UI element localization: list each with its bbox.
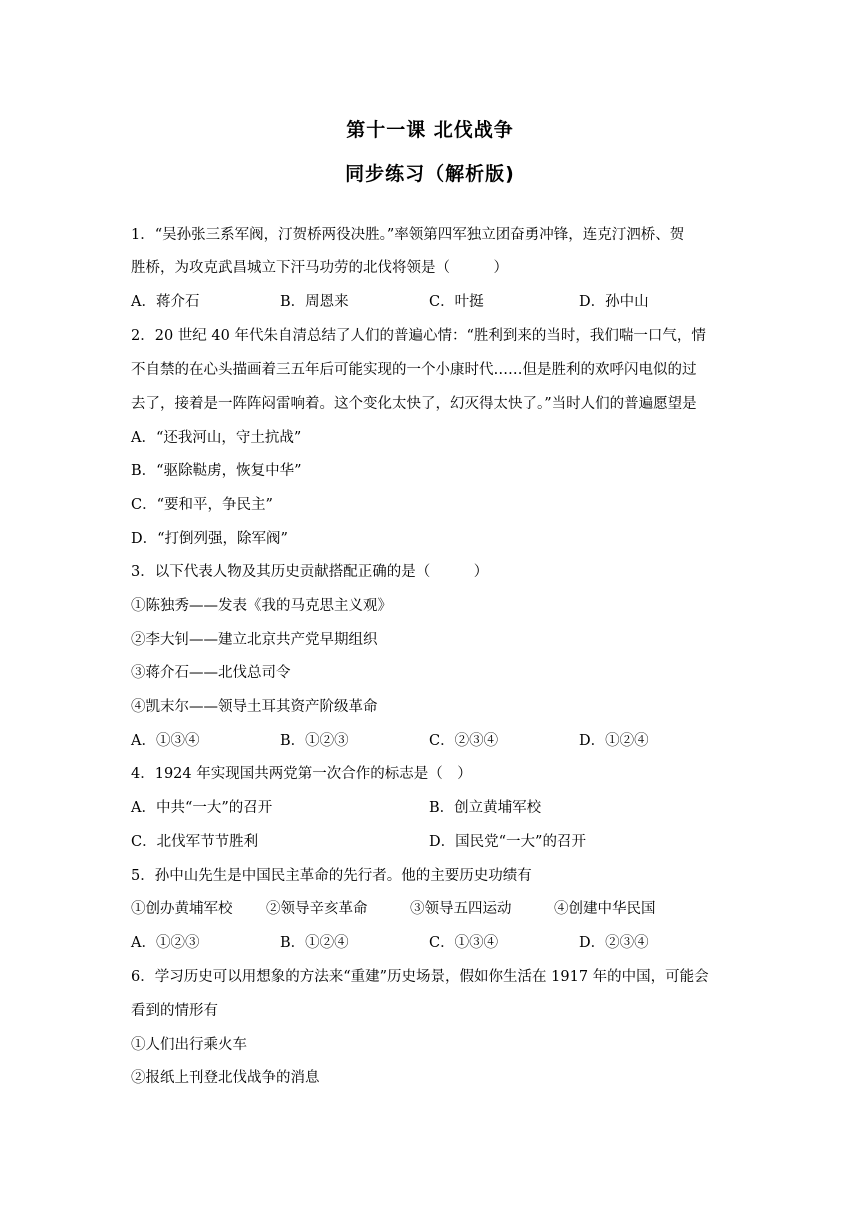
q3-stem-line-1: 3．以下代表人物及其历史贡献搭配正确的是（ ） bbox=[131, 564, 489, 580]
q5-item-4: ④创建中华民国 bbox=[554, 901, 656, 917]
q5-option-d: D．②③④ bbox=[579, 935, 649, 951]
q3-item-2: ②李大钊——建立北京共产党早期组织 bbox=[131, 632, 378, 648]
q2-stem-line-2: 不自禁的在心头描画着三五年后可能实现的一个小康时代……但是胜利的欢呼闪电似的过 bbox=[131, 362, 697, 378]
q4-option-c: C．北伐军节节胜利 bbox=[131, 834, 259, 850]
q1-option-a: A．蒋介石 bbox=[131, 294, 200, 310]
q2-stem-line-3: 去了，接着是一阵阵闷雷响着。这个变化太快了，幻灭得太快了。”当时人们的普遍愿望是 bbox=[131, 396, 697, 412]
q3-option-d: D．①②④ bbox=[579, 733, 649, 749]
q5-option-c: C．①③④ bbox=[429, 935, 499, 951]
q3-item-1: ①陈独秀——发表《我的马克思主义观》 bbox=[131, 598, 392, 614]
q2-option-a: A．“还我河山，守土抗战” bbox=[131, 430, 302, 446]
q1-option-b: B．周恩来 bbox=[280, 294, 349, 310]
q6-stem-line-2: 看到的情形有 bbox=[131, 1003, 218, 1019]
q3-item-4: ④凯末尔——领导土耳其资产阶级革命 bbox=[131, 699, 378, 715]
q1-stem-line-2: 胜桥，为攻克武昌城立下汗马功劳的北伐将领是（ ） bbox=[131, 260, 508, 276]
q5-option-a: A．①②③ bbox=[131, 935, 200, 951]
q2-option-c: C．“要和平，争民主” bbox=[131, 497, 273, 513]
q5-item-2: ②领导辛亥革命 bbox=[266, 901, 368, 917]
q2-option-b: B．“驱除鞑虏，恢复中华” bbox=[131, 463, 302, 479]
q4-option-b: B．创立黄埔军校 bbox=[429, 800, 542, 816]
q5-option-b: B．①②④ bbox=[280, 935, 349, 951]
q4-option-d: D．国民党“一大”的召开 bbox=[429, 834, 586, 850]
q3-item-3: ③蒋介石——北伐总司令 bbox=[131, 665, 291, 681]
q3-option-c: C．②③④ bbox=[429, 733, 499, 749]
page-subtitle: 同步练习（解析版) bbox=[345, 163, 515, 185]
q5-item-3: ③领导五四运动 bbox=[410, 901, 512, 917]
page-title: 第十一课 北伐战争 bbox=[346, 119, 514, 141]
q5-item-1: ①创办黄埔军校 bbox=[131, 901, 233, 917]
q3-option-a: A．①③④ bbox=[131, 733, 200, 749]
q2-option-d: D．“打倒列强，除军阀” bbox=[131, 531, 288, 547]
q6-stem-line-1: 6．学习历史可以用想象的方法来“重建”历史场景，假如你生活在 1917 年的中国，可能会 bbox=[131, 969, 709, 985]
q4-option-a: A．中共“一大”的召开 bbox=[131, 800, 273, 816]
q2-stem-line-1: 2．20 世纪 40 年代朱自清总结了人们的普遍心情：“胜利到来的当时，我们喘一口气，情 bbox=[131, 328, 706, 344]
q5-stem-line-1: 5．孙中山先生是中国民主革命的先行者。他的主要历史功绩有 bbox=[131, 868, 532, 884]
q4-stem-line-1: 4．1924 年实现国共两党第一次合作的标志是（ ） bbox=[131, 766, 472, 782]
q6-item-2: ②报纸上刊登北伐战争的消息 bbox=[131, 1070, 320, 1086]
q1-option-d: D．孙中山 bbox=[579, 294, 649, 310]
q1-option-c: C．叶挺 bbox=[429, 294, 484, 310]
q6-item-1: ①人们出行乘火车 bbox=[131, 1037, 247, 1053]
q1-stem-line-1: 1．“吴孙张三系军阀，汀贺桥两役决胜。”率领第四军独立团奋勇冲锋，连克汀泗桥、贺 bbox=[131, 227, 685, 243]
q3-option-b: B．①②③ bbox=[280, 733, 349, 749]
